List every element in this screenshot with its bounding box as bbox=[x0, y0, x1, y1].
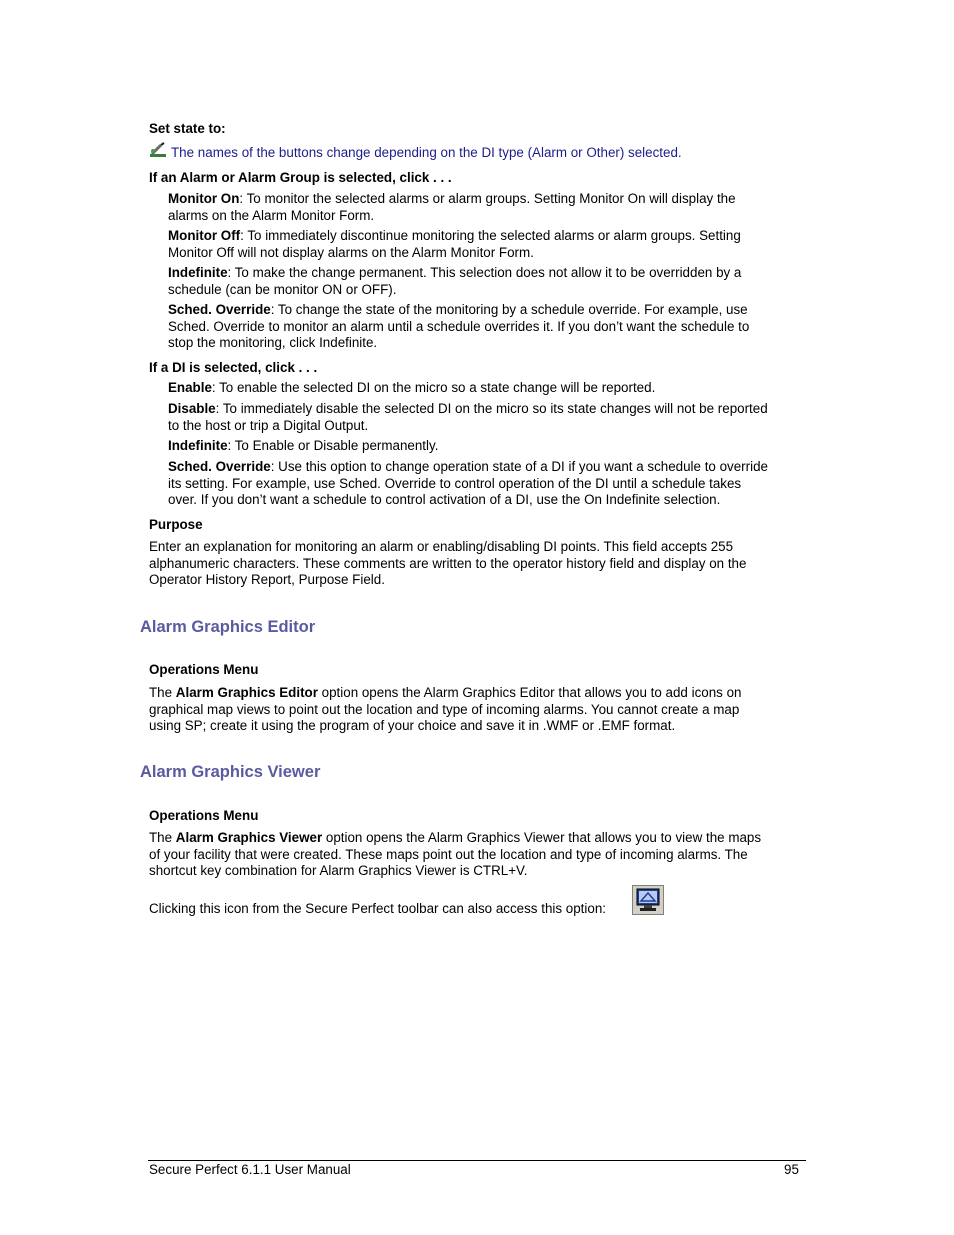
viewer-term: Alarm Graphics Viewer bbox=[175, 830, 323, 845]
disable-text-2: to the host or trip a Digital Output. bbox=[168, 417, 369, 433]
editor-text bbox=[149, 685, 741, 735]
editor-pre: The bbox=[149, 685, 176, 700]
sched-override-di-text-3: over. If you don’t want a schedule to control activation of a DI, use the On Indefinite selection. bbox=[168, 492, 721, 508]
indefinite-di-item bbox=[168, 438, 438, 455]
viewer-pre: The bbox=[149, 830, 176, 845]
indefinite-alarm-term: Indefinite bbox=[168, 265, 228, 280]
sched-override-alarm-item bbox=[168, 302, 749, 352]
purpose-label: Purpose bbox=[149, 517, 203, 532]
editor-term: Alarm Graphics Editor bbox=[175, 685, 318, 700]
disable-text-1: : To immediately disable the selected DI on the micro so its state changes will not be reported bbox=[215, 401, 768, 416]
monitor-on-item bbox=[168, 191, 736, 224]
sched-override-di-item bbox=[168, 459, 768, 509]
editor-text-1: option opens the Alarm Graphics Editor that allows you to add icons on bbox=[317, 685, 742, 700]
viewer-menu-label: Operations Menu bbox=[149, 808, 259, 823]
viewer-toolbar-text: Clicking this icon from the Secure Perfect toolbar can also access this option: bbox=[149, 901, 606, 916]
monitor-off-text-1: : To immediately discontinue monitoring the selected alarms or alarm groups. Setting bbox=[240, 228, 741, 243]
note-pen-icon bbox=[149, 142, 169, 160]
sched-override-di-term: Sched. Override bbox=[168, 459, 271, 474]
monitor-on-term: Monitor On bbox=[168, 191, 240, 206]
monitor-off-term: Monitor Off bbox=[168, 228, 241, 243]
viewer-heading: Alarm Graphics Viewer bbox=[140, 763, 321, 781]
sched-override-di-text-1: : Use this option to change operation state of a DI if you want a schedule to override bbox=[270, 459, 768, 474]
monitor-off-item bbox=[168, 228, 741, 261]
footer-title: Secure Perfect 6.1.1 User Manual bbox=[149, 1162, 351, 1177]
indefinite-di-term: Indefinite bbox=[168, 438, 228, 453]
purpose-text bbox=[149, 539, 746, 589]
disable-term: Disable bbox=[168, 401, 216, 416]
purpose-line-1: Enter an explanation for monitoring an alarm or enabling/disabling DI points. This field accepts 255 bbox=[149, 539, 734, 554]
viewer-text-2: of your facility that were created. These maps point out the location and type of incoming alarms. The bbox=[149, 846, 748, 862]
sched-override-di-text-2: its setting. For example, use Sched. Override to control operation of the DI until a schedule takes bbox=[168, 475, 742, 491]
sched-override-alarm-text-3: stop the monitoring, click Indefinite. bbox=[168, 335, 378, 351]
sched-override-alarm-text-1: : To change the state of the monitoring by a schedule override. For example, use bbox=[270, 302, 748, 317]
viewer-text-3: shortcut key combination for Alarm Graphics Viewer is CTRL+V. bbox=[149, 863, 528, 879]
alarm-graphics-viewer-icon[interactable] bbox=[632, 885, 664, 915]
editor-heading: Alarm Graphics Editor bbox=[140, 618, 316, 636]
editor-text-2: graphical map views to point out the location and type of incoming alarms. You cannot create a map bbox=[149, 701, 740, 717]
viewer-text bbox=[149, 830, 761, 880]
enable-term: Enable bbox=[168, 380, 212, 395]
disable-item bbox=[168, 401, 768, 434]
purpose-line-3: Operator History Report, Purpose Field. bbox=[149, 572, 385, 588]
purpose-line-2: alphanumeric characters. These comments are written to the operator history field and display on the bbox=[149, 555, 747, 571]
alarm-group-label: If an Alarm or Alarm Group is selected, click . . . bbox=[149, 170, 452, 185]
monitor-on-text-2: alarms on the Alarm Monitor Form. bbox=[168, 207, 375, 223]
sched-override-alarm-term: Sched. Override bbox=[168, 302, 271, 317]
editor-menu-label: Operations Menu bbox=[149, 662, 259, 677]
indefinite-di-text-1: : To Enable or Disable permanently. bbox=[227, 438, 439, 453]
indefinite-alarm-item bbox=[168, 265, 741, 298]
monitor-on-text-1: : To monitor the selected alarms or alarm groups. Setting Monitor On will display the bbox=[239, 191, 736, 206]
footer-page-number: 95 bbox=[784, 1162, 799, 1177]
enable-item bbox=[168, 380, 655, 397]
enable-text-1: : To enable the selected DI on the micro so a state change will be reported. bbox=[211, 380, 656, 395]
sched-override-alarm-text-2: Sched. Override to monitor an alarm until a schedule overrides it. If you don’t want the schedule to bbox=[168, 318, 750, 334]
set-state-label: Set state to: bbox=[149, 121, 226, 136]
footer-divider bbox=[148, 1160, 806, 1161]
di-label: If a DI is selected, click . . . bbox=[149, 360, 318, 375]
indefinite-alarm-text-2: schedule (can be monitor ON or OFF). bbox=[168, 281, 397, 297]
monitor-off-text-2: Monitor Off will not display alarms on the Alarm Monitor Form. bbox=[168, 244, 534, 260]
editor-text-3: using SP; create it using the program of your choice and save it in .WMF or .EMF format. bbox=[149, 718, 676, 734]
indefinite-alarm-text-1: : To make the change permanent. This selection does not allow it to be overridden by a bbox=[227, 265, 742, 280]
viewer-text-1: option opens the Alarm Graphics Viewer that allows you to view the maps bbox=[322, 830, 762, 845]
set-state-note: The names of the buttons change depending on the DI type (Alarm or Other) selected. bbox=[171, 145, 682, 160]
